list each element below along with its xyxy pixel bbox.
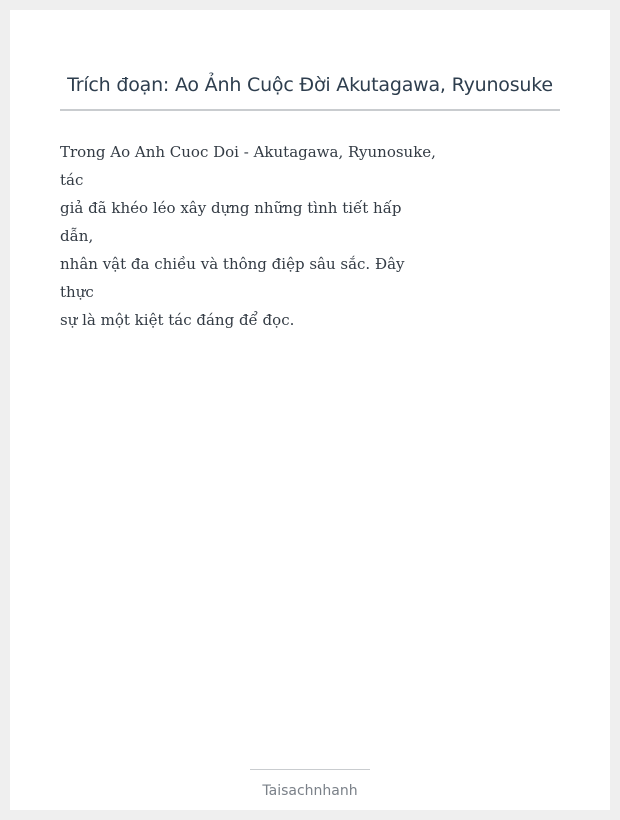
footer-divider: [250, 769, 370, 770]
body-line: dẫn,: [60, 227, 94, 245]
body-line: Trong Ao Anh Cuoc Doi - Akutagawa, Ryunosuke,: [60, 143, 436, 161]
document-title: Trích đoạn: Ao Ảnh Cuộc Đời Akutagawa, Ryunosuke: [67, 74, 553, 96]
body-line: thực: [60, 283, 94, 301]
footer-brand: Taisachnhanh: [262, 783, 358, 799]
body-line: giả đã khéo léo xây dựng những tình tiết hấp: [60, 199, 402, 217]
body-line: tác: [60, 171, 84, 189]
excerpt-body: [60, 138, 440, 334]
body-line: nhân vật đa chiều và thông điệp sâu sắc. Đây: [60, 255, 405, 273]
document-page: [10, 10, 610, 810]
title-divider: [60, 109, 560, 111]
body-line: sự là một kiệt tác đáng để đọc.: [60, 311, 295, 329]
